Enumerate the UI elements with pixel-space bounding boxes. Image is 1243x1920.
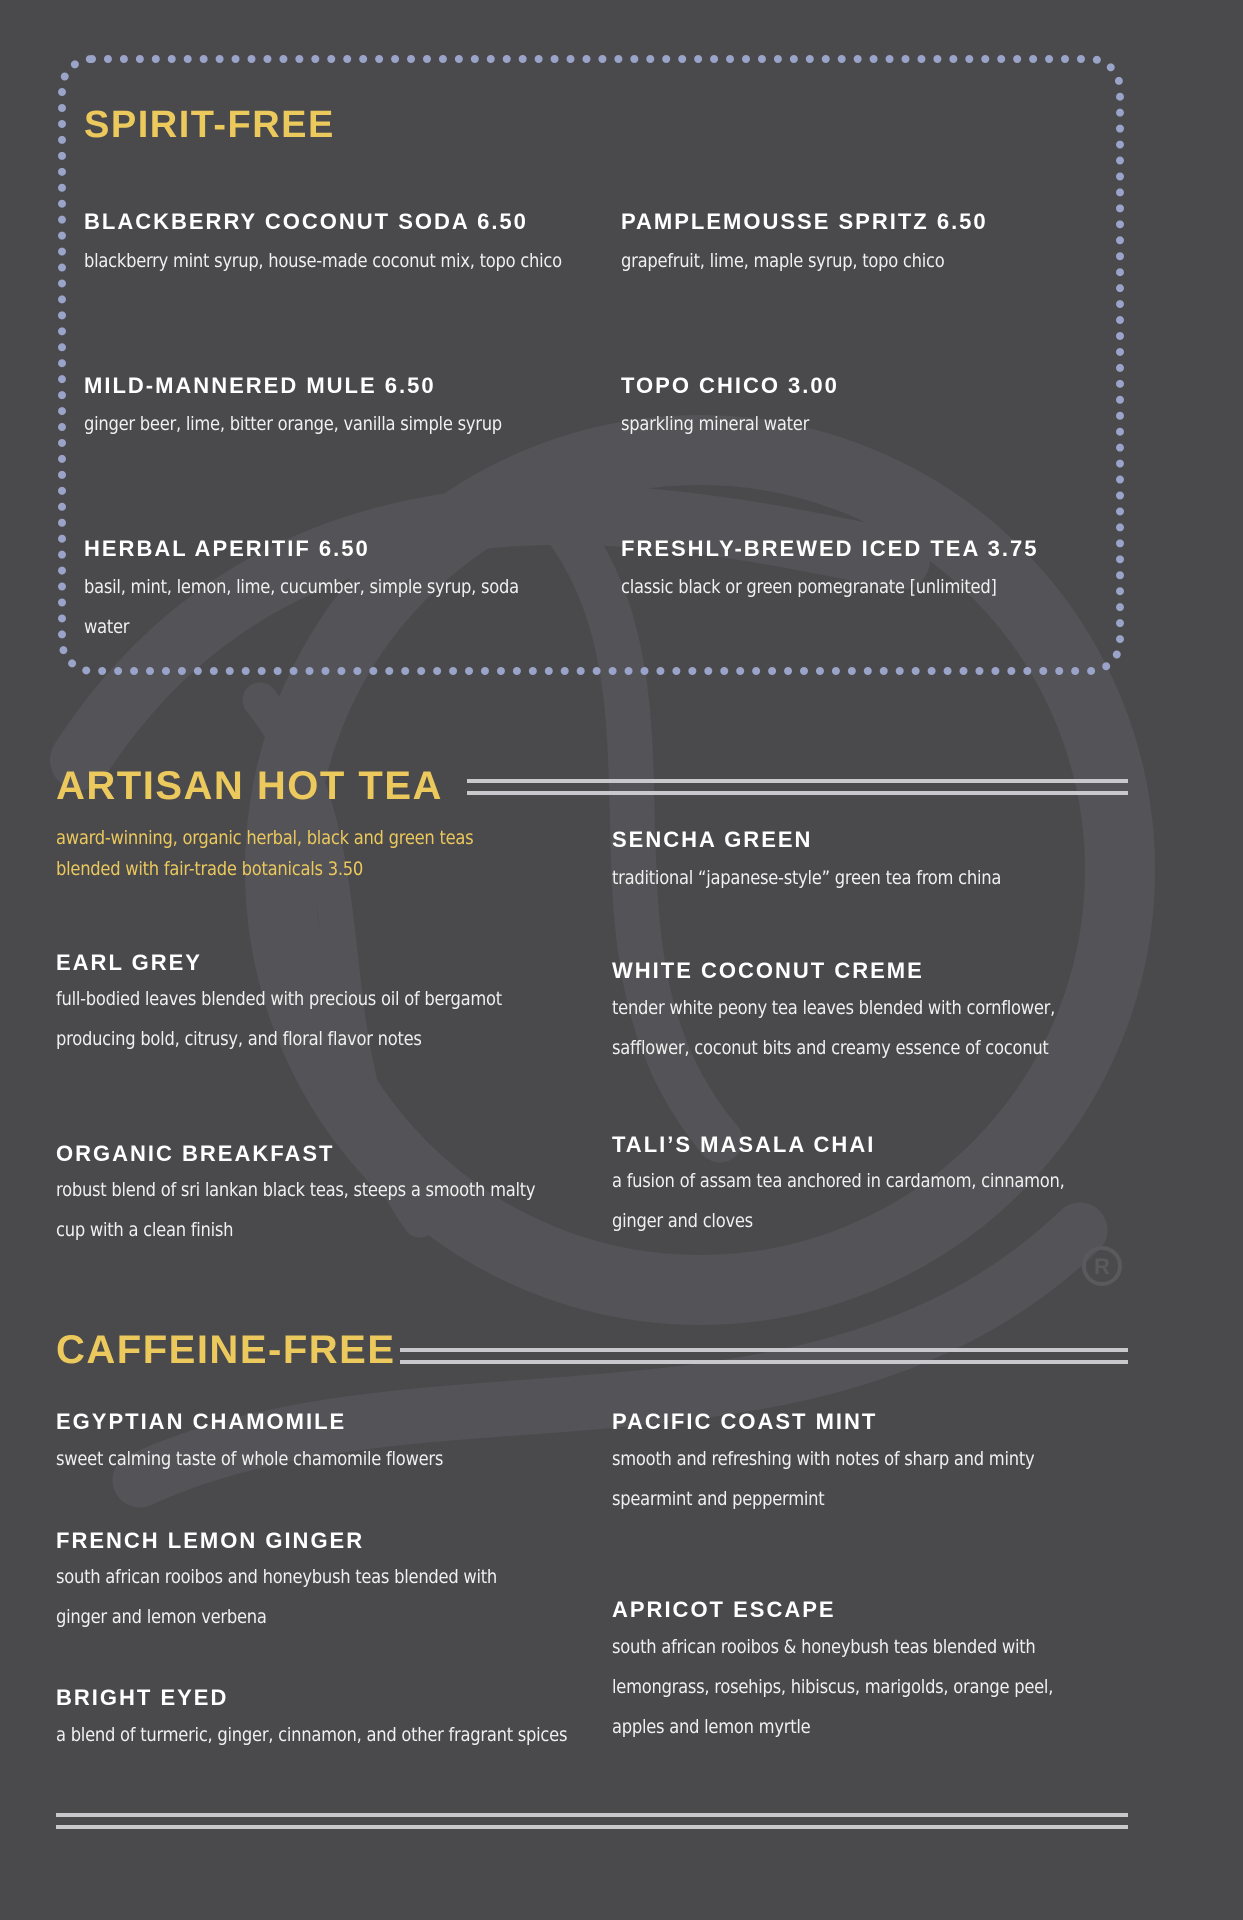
menu-item-desc: sweet calming taste of whole chamomile flowers: [56, 1448, 444, 1470]
menu-item-name: WHITE COCONUT CREME: [612, 958, 924, 983]
menu-item-desc: sparkling mineral water: [621, 413, 810, 435]
menu-item-name: TOPO CHICO 3.00: [621, 373, 839, 398]
menu-item-name: APRICOT ESCAPE: [612, 1597, 836, 1622]
menu-item-name: ORGANIC BREAKFAST: [56, 1141, 335, 1166]
menu-item-name: MILD-MANNERED MULE 6.50: [84, 373, 436, 398]
menu-item-name: EARL GREY: [56, 950, 202, 975]
menu-item-desc: full-bodied leaves blended with precious oil of bergamot producing bold, citrusy, and floral flavor notes: [56, 988, 502, 1050]
section-divider: [400, 1348, 1128, 1364]
menu-item-name: PAMPLEMOUSSE SPRITZ 6.50: [621, 209, 988, 234]
menu-item-desc: traditional “japanese-style” green tea from china: [612, 867, 1002, 889]
menu-item-desc: south african rooibos & honeybush teas blended with lemongrass, rosehips, hibiscus, marigolds, orange peel, apples and lemon myrtle: [612, 1636, 1054, 1738]
spirit-free-title: SPIRIT-FREE: [84, 104, 335, 146]
menu-item-name: HERBAL APERITIF 6.50: [84, 536, 370, 561]
menu-item-desc: a fusion of assam tea anchored in cardamom, cinnamon, ginger and cloves: [612, 1170, 1065, 1232]
menu-item-desc: south african rooibos and honeybush teas blended with ginger and lemon verbena: [56, 1566, 498, 1628]
menu-item-desc: blackberry mint syrup, house-made coconut mix, topo chico: [84, 250, 562, 272]
svg-text:R: R: [1094, 1254, 1110, 1279]
menu-item-desc: a blend of turmeric, ginger, cinnamon, and other fragrant spices: [56, 1724, 568, 1746]
artisan-hot-tea-tagline: award-winning, organic herbal, black and green teas blended with fair-trade botanicals 3.50: [56, 827, 474, 880]
menu-item-desc: tender white peony tea leaves blended with cornflower, safflower, coconut bits and creamy essence of coconut: [612, 997, 1056, 1059]
menu-item-desc: smooth and refreshing with notes of sharp and minty spearmint and peppermint: [612, 1448, 1035, 1510]
section-divider: [467, 779, 1128, 795]
menu-item-name: SENCHA GREEN: [612, 827, 813, 852]
menu-item-name: FRESHLY-BREWED ICED TEA 3.75: [621, 536, 1039, 561]
menu-item-desc: robust blend of sri lankan black teas, steeps a smooth malty cup with a clean finish: [56, 1179, 536, 1241]
menu-item-name: PACIFIC COAST MINT: [612, 1409, 878, 1434]
menu-item-desc: ginger beer, lime, bitter orange, vanilla simple syrup: [84, 413, 502, 435]
menu-item-name: BLACKBERRY COCONUT SODA 6.50: [84, 209, 528, 234]
menu-item-name: BRIGHT EYED: [56, 1685, 229, 1710]
menu-item-name: FRENCH LEMON GINGER: [56, 1528, 365, 1553]
menu-item-desc: grapefruit, lime, maple syrup, topo chico: [621, 250, 945, 272]
menu-item-desc: classic black or green pomegranate [unlimited]: [621, 576, 997, 598]
menu-item-name: EGYPTIAN CHAMOMILE: [56, 1409, 347, 1434]
menu-item-name: TALI’S MASALA CHAI: [612, 1132, 876, 1157]
footer-divider: [56, 1813, 1128, 1829]
menu-item-desc: basil, mint, lemon, lime, cucumber, simple syrup, soda water: [84, 576, 519, 638]
artisan-hot-tea-title: ARTISAN HOT TEA: [56, 764, 443, 808]
caffeine-free-title: CAFFEINE-FREE: [56, 1328, 396, 1372]
